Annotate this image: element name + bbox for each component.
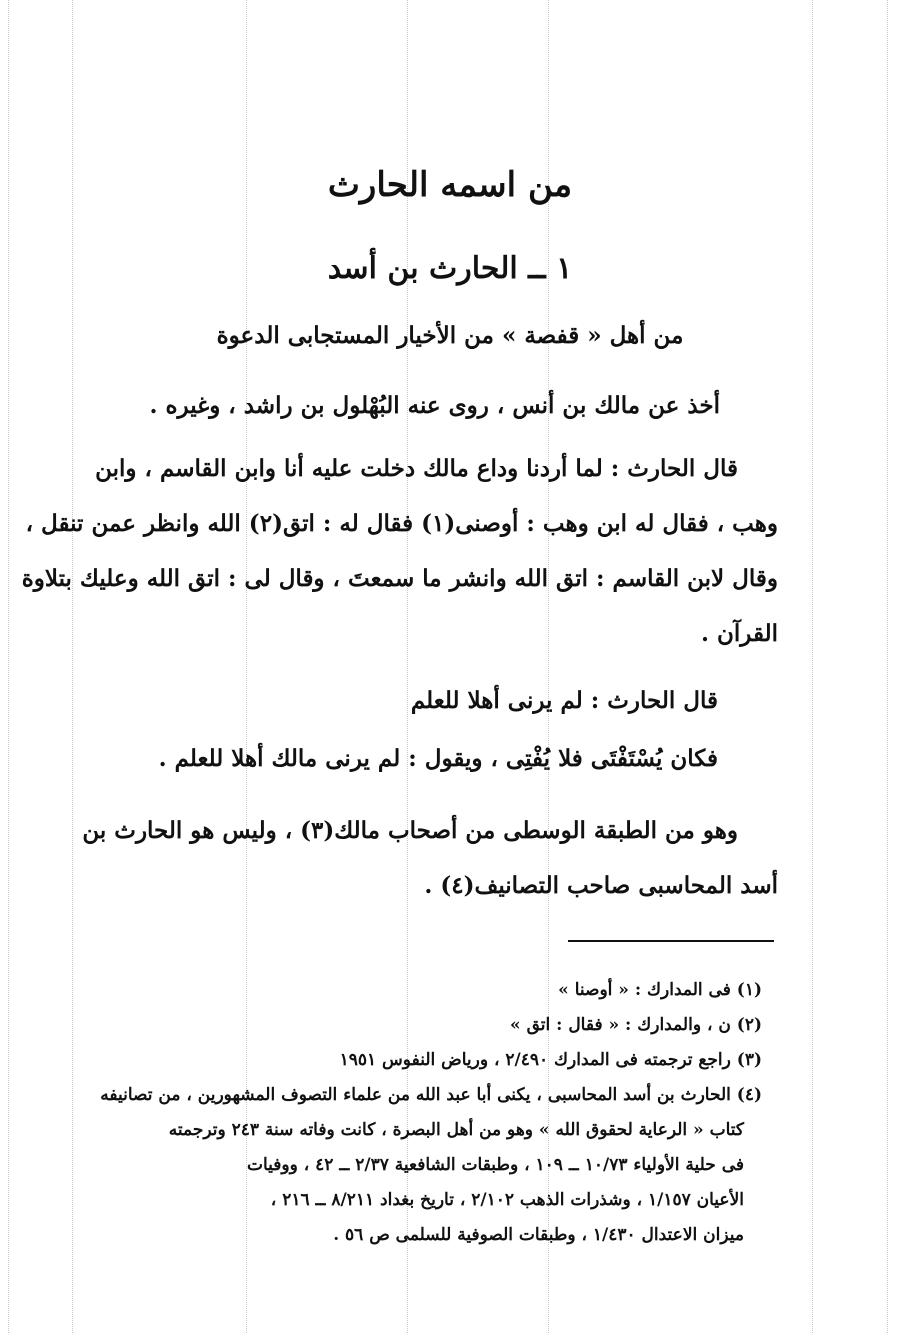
footnote: (٢) ن ، والمدارك : « فقال : اتق » (510, 1015, 762, 1035)
entry-title: ١ ــ الحارث بن أسد (327, 251, 573, 286)
scan-guide-line (8, 0, 9, 1333)
body-line: قال الحارث : لما أردنا وداع مالك دخلت عليه أنا وابن القاسم ، وابن (95, 455, 738, 482)
scan-guide-line (887, 0, 888, 1333)
body-line: وهو من الطبقة الوسطى من أصحاب مالك(٣) ، وليس هو الحارث بن (82, 817, 738, 844)
footnote-continuation: الأعيان ١/١٥٧ ، وشذرات الذهب ٢/١٠٢ ، تاريخ بغداد ٨/٢١١ ــ ٢١٦ ، (270, 1190, 744, 1210)
footnote-continuation: كتاب « الرعاية لحقوق الله » وهو من أهل البصرة ، كانت وفاته سنة ٢٤٣ وترجمته (168, 1120, 744, 1140)
body-line: أخذ عن مالك بن أنس ، روى عنه البُهْلول بن راشد ، وغيره . (149, 392, 720, 419)
footnote-continuation: ميزان الاعتدال ١/٤٣٠ ، وطبقات الصوفية للسلمى ص ٥٦ . (333, 1225, 744, 1245)
footnote-separator (568, 940, 774, 942)
body-line: فكان يُسْتَفْتَى فلا يُفْتِى ، ويقول : لم يرنى مالك أهلا للعلم . (158, 745, 718, 772)
entry-subtitle: من أهل « قفصة » من الأخيار المستجابى الدعوة (216, 322, 684, 349)
scan-guide-line (812, 0, 813, 1333)
scan-guide-line (72, 0, 73, 1333)
body-line: وهب ، فقال له ابن وهب : أوصنى(١) فقال له : اتق(٢) الله وانظر عمن تنقل ، (25, 510, 778, 537)
body-line: قال الحارث : لم يرنى أهلا للعلم (410, 687, 718, 714)
footnote: (١) فى المدارك : « أوصنا » (558, 980, 762, 1000)
page-heading: من اسمه الحارث (327, 165, 573, 205)
body-line: أسد المحاسبى صاحب التصانيف(٤) . (424, 872, 778, 899)
body-line: وقال لابن القاسم : اتق الله وانشر ما سمعتَ ، وقال لى : اتق الله وعليك بتلاوة (21, 565, 778, 592)
footnote: (٤) الحارث بن أسد المحاسبى ، يكنى أبا عبد الله من علماء التصوف المشهورين ، من تصانيفه (100, 1085, 762, 1105)
footnote: (٣) راجع ترجمته فى المدارك ٢/٤٩٠ ، ورياض النفوس ١٩٥١ (339, 1050, 762, 1070)
body-line: القرآن . (700, 620, 778, 647)
footnote-continuation: فى حلية الأولياء ١٠/٧٣ ــ ١٠٩ ، وطبقات الشافعية ٢/٣٧ ــ ٤٢ ، ووفيات (246, 1155, 744, 1175)
